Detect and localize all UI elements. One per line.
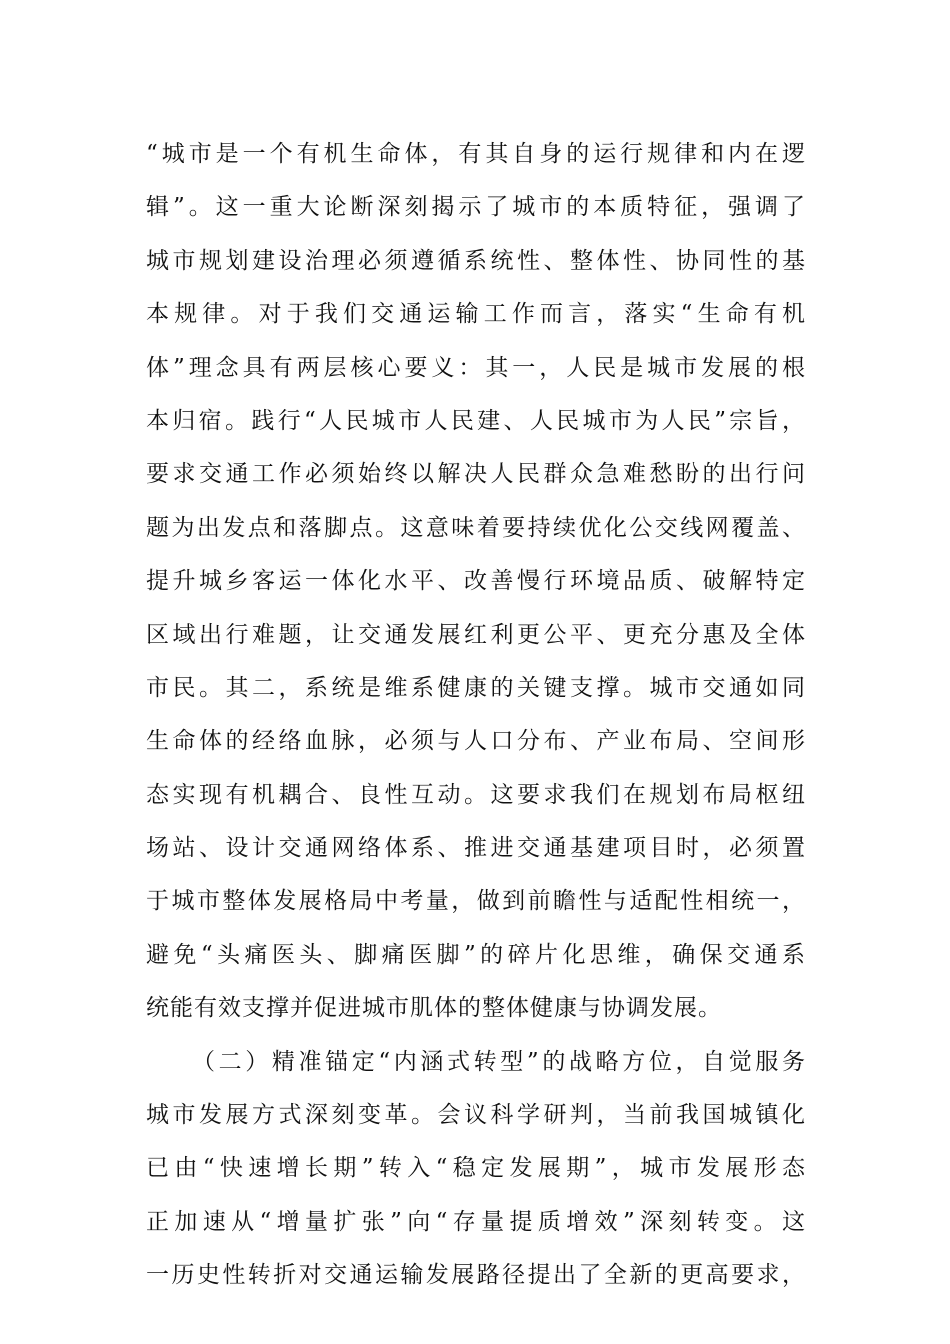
text-line: 避免“头痛医头、脚痛医脚”的碎片化思维，确保交通系 [146,941,806,968]
body-text [146,128,806,1303]
text-line: 一历史性转折对交通运输发展路径提出了全新的更高要求， [146,1262,806,1289]
text-line: 生命体的经络血脉，必须与人口分布、产业布局、空间形 [146,728,806,755]
text-line: 体”理念具有两层核心要义：其一，人民是城市发展的根 [146,354,806,381]
text-line: 场站、设计交通网络体系、推进交通基建项目时，必须置 [146,835,806,862]
text-line: 本规律。对于我们交通运输工作而言，落实“生命有机 [146,301,806,328]
text-line: 城市发展方式深刻变革。会议科学研判，当前我国城镇化 [146,1102,806,1129]
text-line: 提升城乡客运一体化水平、改善慢行环境品质、破解特定 [146,568,806,595]
text-line: 要求交通工作必须始终以解决人民群众急难愁盼的出行问 [146,461,806,488]
text-line: 市民。其二，系统是维系健康的关键支撑。城市交通如同 [146,674,806,701]
text-line: 于城市整体发展格局中考量，做到前瞻性与适配性相统一， [146,888,806,915]
text-line: 城市规划建设治理必须遵循系统性、整体性、协同性的基 [146,247,806,274]
text-line: 统能有效支撑并促进城市肌体的整体健康与协调发展。 [146,995,722,1022]
text-line: 态实现有机耦合、良性互动。这要求我们在规划布局枢纽 [146,781,806,808]
text-line: 题为出发点和落脚点。这意味着要持续优化公交线网覆盖、 [146,514,806,541]
text-line: 本归宿。践行“人民城市人民建、人民城市为人民”宗旨， [146,407,806,434]
text-line: 正加速从“增量扩张”向“存量提质增效”深刻转变。这 [146,1208,806,1235]
text-line: 区域出行难题，让交通发展红利更公平、更充分惠及全体 [146,621,806,648]
text-line: “城市是一个有机生命体，有其自身的运行规律和内在逻 [146,141,806,167]
text-line: 辑”。这一重大论断深刻揭示了城市的本质特征，强调了 [146,194,806,221]
section-heading-line: （二）精准锚定“内涵式转型”的战略方位，自觉服务 [192,1048,806,1075]
text-line: 已由“快速增长期”转入“稳定发展期”，城市发展形态 [146,1155,806,1182]
